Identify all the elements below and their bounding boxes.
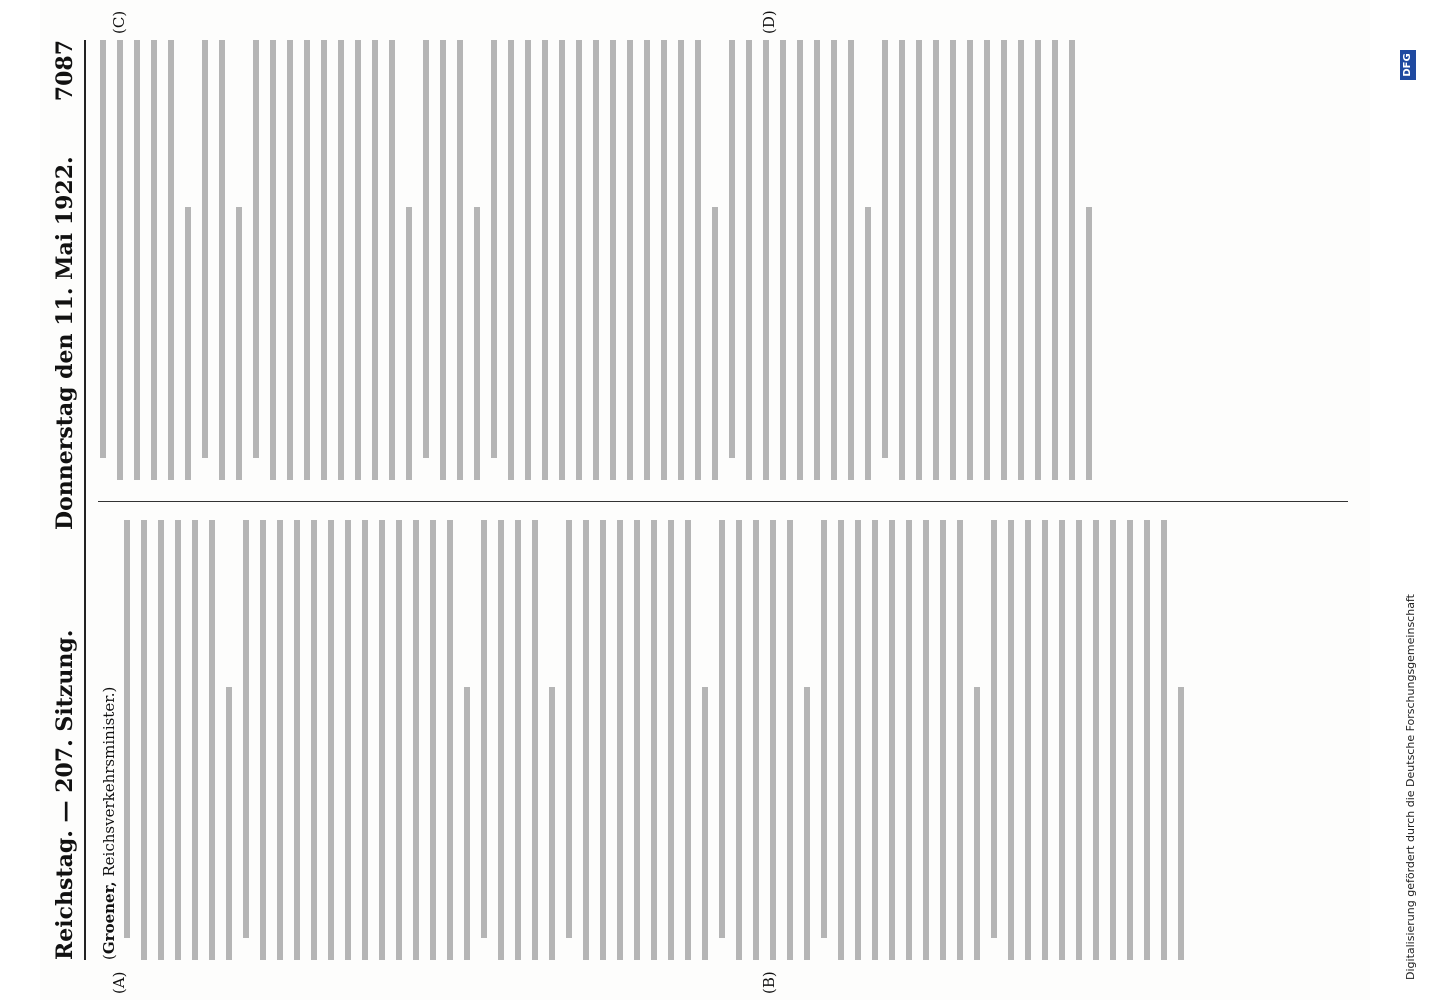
- text-line-placeholder: [413, 520, 419, 960]
- text-line-placeholder: [457, 40, 463, 480]
- text-line-placeholder: [447, 520, 453, 960]
- text-line-placeholder: [542, 40, 548, 480]
- text-line-placeholder: [576, 40, 582, 480]
- text-line-placeholder: [151, 40, 157, 480]
- text-line-placeholder: [1018, 40, 1024, 480]
- text-line-placeholder: [345, 520, 351, 960]
- text-line-placeholder: [1086, 207, 1092, 480]
- text-line-placeholder: [355, 40, 361, 480]
- text-line-placeholder: [243, 520, 249, 938]
- text-line-placeholder: [515, 520, 521, 960]
- text-line-placeholder: [855, 520, 861, 960]
- text-line-placeholder: [124, 520, 130, 938]
- text-line-placeholder: [974, 687, 980, 960]
- text-line-placeholder: [389, 40, 395, 480]
- running-head-left: Reichstag. — 207. Sitzung.: [52, 629, 78, 960]
- text-line-placeholder: [906, 520, 912, 960]
- text-line-placeholder: [277, 520, 283, 960]
- text-line-placeholder: [532, 520, 538, 960]
- paragraph-placeholder: [124, 520, 232, 960]
- text-line-placeholder: [481, 520, 487, 938]
- running-head-date: Donnerstag den 11. Mai 1922.: [52, 156, 78, 530]
- text-line-placeholder: [889, 520, 895, 960]
- text-line-placeholder: [253, 40, 259, 458]
- paragraph-placeholder: [202, 40, 242, 480]
- paragraph-placeholder: [566, 520, 708, 960]
- margin-marker-d: (D): [760, 10, 778, 34]
- text-line-placeholder: [787, 520, 793, 960]
- text-line-placeholder: [117, 40, 123, 480]
- text-line-placeholder: [338, 40, 344, 480]
- text-line-placeholder: [430, 520, 436, 960]
- paragraph-placeholder: [253, 40, 412, 480]
- margin-marker-c: (C): [110, 10, 128, 34]
- margin-marker-a: (A): [110, 971, 128, 994]
- text-line-placeholder: [396, 520, 402, 960]
- text-line-placeholder: [695, 40, 701, 480]
- text-line-placeholder: [1127, 520, 1133, 960]
- text-line-placeholder: [1093, 520, 1099, 960]
- margin-marker-b: (B): [760, 971, 778, 994]
- text-line-placeholder: [610, 40, 616, 480]
- text-line-placeholder: [627, 40, 633, 480]
- speaker-name: Groener,: [100, 881, 118, 955]
- text-line-placeholder: [865, 207, 871, 480]
- text-line-placeholder: [634, 520, 640, 960]
- body-text-left: [124, 520, 1184, 960]
- text-line-placeholder: [780, 40, 786, 480]
- page-scan: [40, 0, 1370, 1000]
- text-line-placeholder: [464, 687, 470, 960]
- text-line-placeholder: [685, 520, 691, 960]
- text-line-placeholder: [304, 40, 310, 480]
- text-line-placeholder: [821, 520, 827, 938]
- text-line-placeholder: [1144, 520, 1150, 960]
- text-line-placeholder: [668, 520, 674, 960]
- credit-text: Digitalisierung gefördert durch die Deutsche Forschungsgemeinschaft: [1404, 594, 1417, 980]
- text-line-placeholder: [549, 687, 555, 960]
- text-line-placeholder: [746, 40, 752, 480]
- text-line-placeholder: [362, 520, 368, 960]
- text-line-placeholder: [440, 40, 446, 480]
- text-line-placeholder: [583, 520, 589, 960]
- text-line-placeholder: [1042, 520, 1048, 960]
- paragraph-placeholder: [243, 520, 470, 960]
- text-line-placeholder: [600, 520, 606, 960]
- text-line-placeholder: [270, 40, 276, 480]
- text-line-placeholder: [1110, 520, 1116, 960]
- text-line-placeholder: [899, 40, 905, 480]
- text-line-placeholder: [321, 40, 327, 480]
- text-line-placeholder: [729, 40, 735, 458]
- text-line-placeholder: [950, 40, 956, 480]
- text-line-placeholder: [311, 520, 317, 960]
- text-line-placeholder: [236, 207, 242, 480]
- speaker-line: (Groener, Reichsverkehrsminister.): [100, 686, 118, 960]
- text-line-placeholder: [593, 40, 599, 480]
- rotated-page-content: [40, 0, 1370, 1000]
- text-line-placeholder: [175, 520, 181, 960]
- paragraph-placeholder: [882, 40, 1092, 480]
- text-line-placeholder: [508, 40, 514, 480]
- text-line-placeholder: [219, 40, 225, 480]
- text-line-placeholder: [882, 40, 888, 458]
- text-line-placeholder: [838, 520, 844, 960]
- paragraph-placeholder: [821, 520, 980, 960]
- text-line-placeholder: [940, 520, 946, 960]
- paragraph-placeholder: [100, 40, 191, 480]
- body-text-right: [100, 40, 1092, 480]
- text-line-placeholder: [168, 40, 174, 480]
- text-line-placeholder: [804, 687, 810, 960]
- text-line-placeholder: [1069, 40, 1075, 480]
- text-line-placeholder: [1001, 40, 1007, 480]
- paragraph-placeholder: [481, 520, 555, 960]
- text-line-placeholder: [491, 40, 497, 458]
- text-line-placeholder: [1035, 40, 1041, 480]
- text-line-placeholder: [379, 520, 385, 960]
- text-line-placeholder: [294, 520, 300, 960]
- text-line-placeholder: [559, 40, 565, 480]
- text-line-placeholder: [134, 40, 140, 480]
- text-line-placeholder: [797, 40, 803, 480]
- page-number: 7087: [52, 40, 78, 102]
- column-divider: [98, 501, 1348, 502]
- text-line-placeholder: [372, 40, 378, 480]
- text-line-placeholder: [933, 40, 939, 480]
- text-line-placeholder: [566, 520, 572, 938]
- text-line-placeholder: [185, 207, 191, 480]
- text-line-placeholder: [984, 40, 990, 480]
- text-line-placeholder: [719, 520, 725, 938]
- text-line-placeholder: [100, 40, 106, 458]
- text-line-placeholder: [423, 40, 429, 458]
- text-line-placeholder: [1161, 520, 1167, 960]
- text-line-placeholder: [651, 520, 657, 960]
- text-column-left: [100, 520, 1340, 960]
- digitization-credit: [1378, 0, 1434, 1000]
- text-line-placeholder: [967, 40, 973, 480]
- text-line-placeholder: [192, 520, 198, 960]
- text-line-placeholder: [474, 207, 480, 480]
- text-line-placeholder: [328, 520, 334, 960]
- text-line-placeholder: [763, 40, 769, 480]
- text-line-placeholder: [872, 520, 878, 960]
- text-line-placeholder: [1025, 520, 1031, 960]
- text-line-placeholder: [736, 520, 742, 960]
- text-line-placeholder: [287, 40, 293, 480]
- text-line-placeholder: [712, 207, 718, 480]
- text-line-placeholder: [141, 520, 147, 960]
- paragraph-placeholder: [991, 520, 1184, 960]
- text-line-placeholder: [814, 40, 820, 480]
- text-line-placeholder: [226, 687, 232, 960]
- paragraph-placeholder: [423, 40, 480, 480]
- text-line-placeholder: [1178, 687, 1184, 960]
- text-line-placeholder: [702, 687, 708, 960]
- text-line-placeholder: [678, 40, 684, 480]
- running-head: [50, 40, 86, 960]
- text-line-placeholder: [770, 520, 776, 960]
- text-line-placeholder: [1059, 520, 1065, 960]
- paragraph-placeholder: [729, 40, 871, 480]
- text-line-placeholder: [923, 520, 929, 960]
- text-line-placeholder: [406, 207, 412, 480]
- text-line-placeholder: [202, 40, 208, 458]
- text-line-placeholder: [831, 40, 837, 480]
- text-line-placeholder: [661, 40, 667, 480]
- speaker-role: Reichsverkehrsminister.): [100, 686, 118, 877]
- text-line-placeholder: [991, 520, 997, 938]
- text-line-placeholder: [916, 40, 922, 480]
- paragraph-placeholder: [719, 520, 810, 960]
- text-line-placeholder: [753, 520, 759, 960]
- paragraph-placeholder: [491, 40, 718, 480]
- text-line-placeholder: [1008, 520, 1014, 960]
- text-line-placeholder: [158, 520, 164, 960]
- text-line-placeholder: [525, 40, 531, 480]
- text-line-placeholder: [617, 520, 623, 960]
- text-line-placeholder: [1052, 40, 1058, 480]
- text-column-right: [100, 40, 1340, 480]
- dfg-logo: DFG: [1400, 50, 1416, 80]
- text-line-placeholder: [957, 520, 963, 960]
- text-line-placeholder: [848, 40, 854, 480]
- text-line-placeholder: [498, 520, 504, 960]
- text-line-placeholder: [260, 520, 266, 960]
- text-line-placeholder: [209, 520, 215, 960]
- text-line-placeholder: [644, 40, 650, 480]
- text-line-placeholder: [1076, 520, 1082, 960]
